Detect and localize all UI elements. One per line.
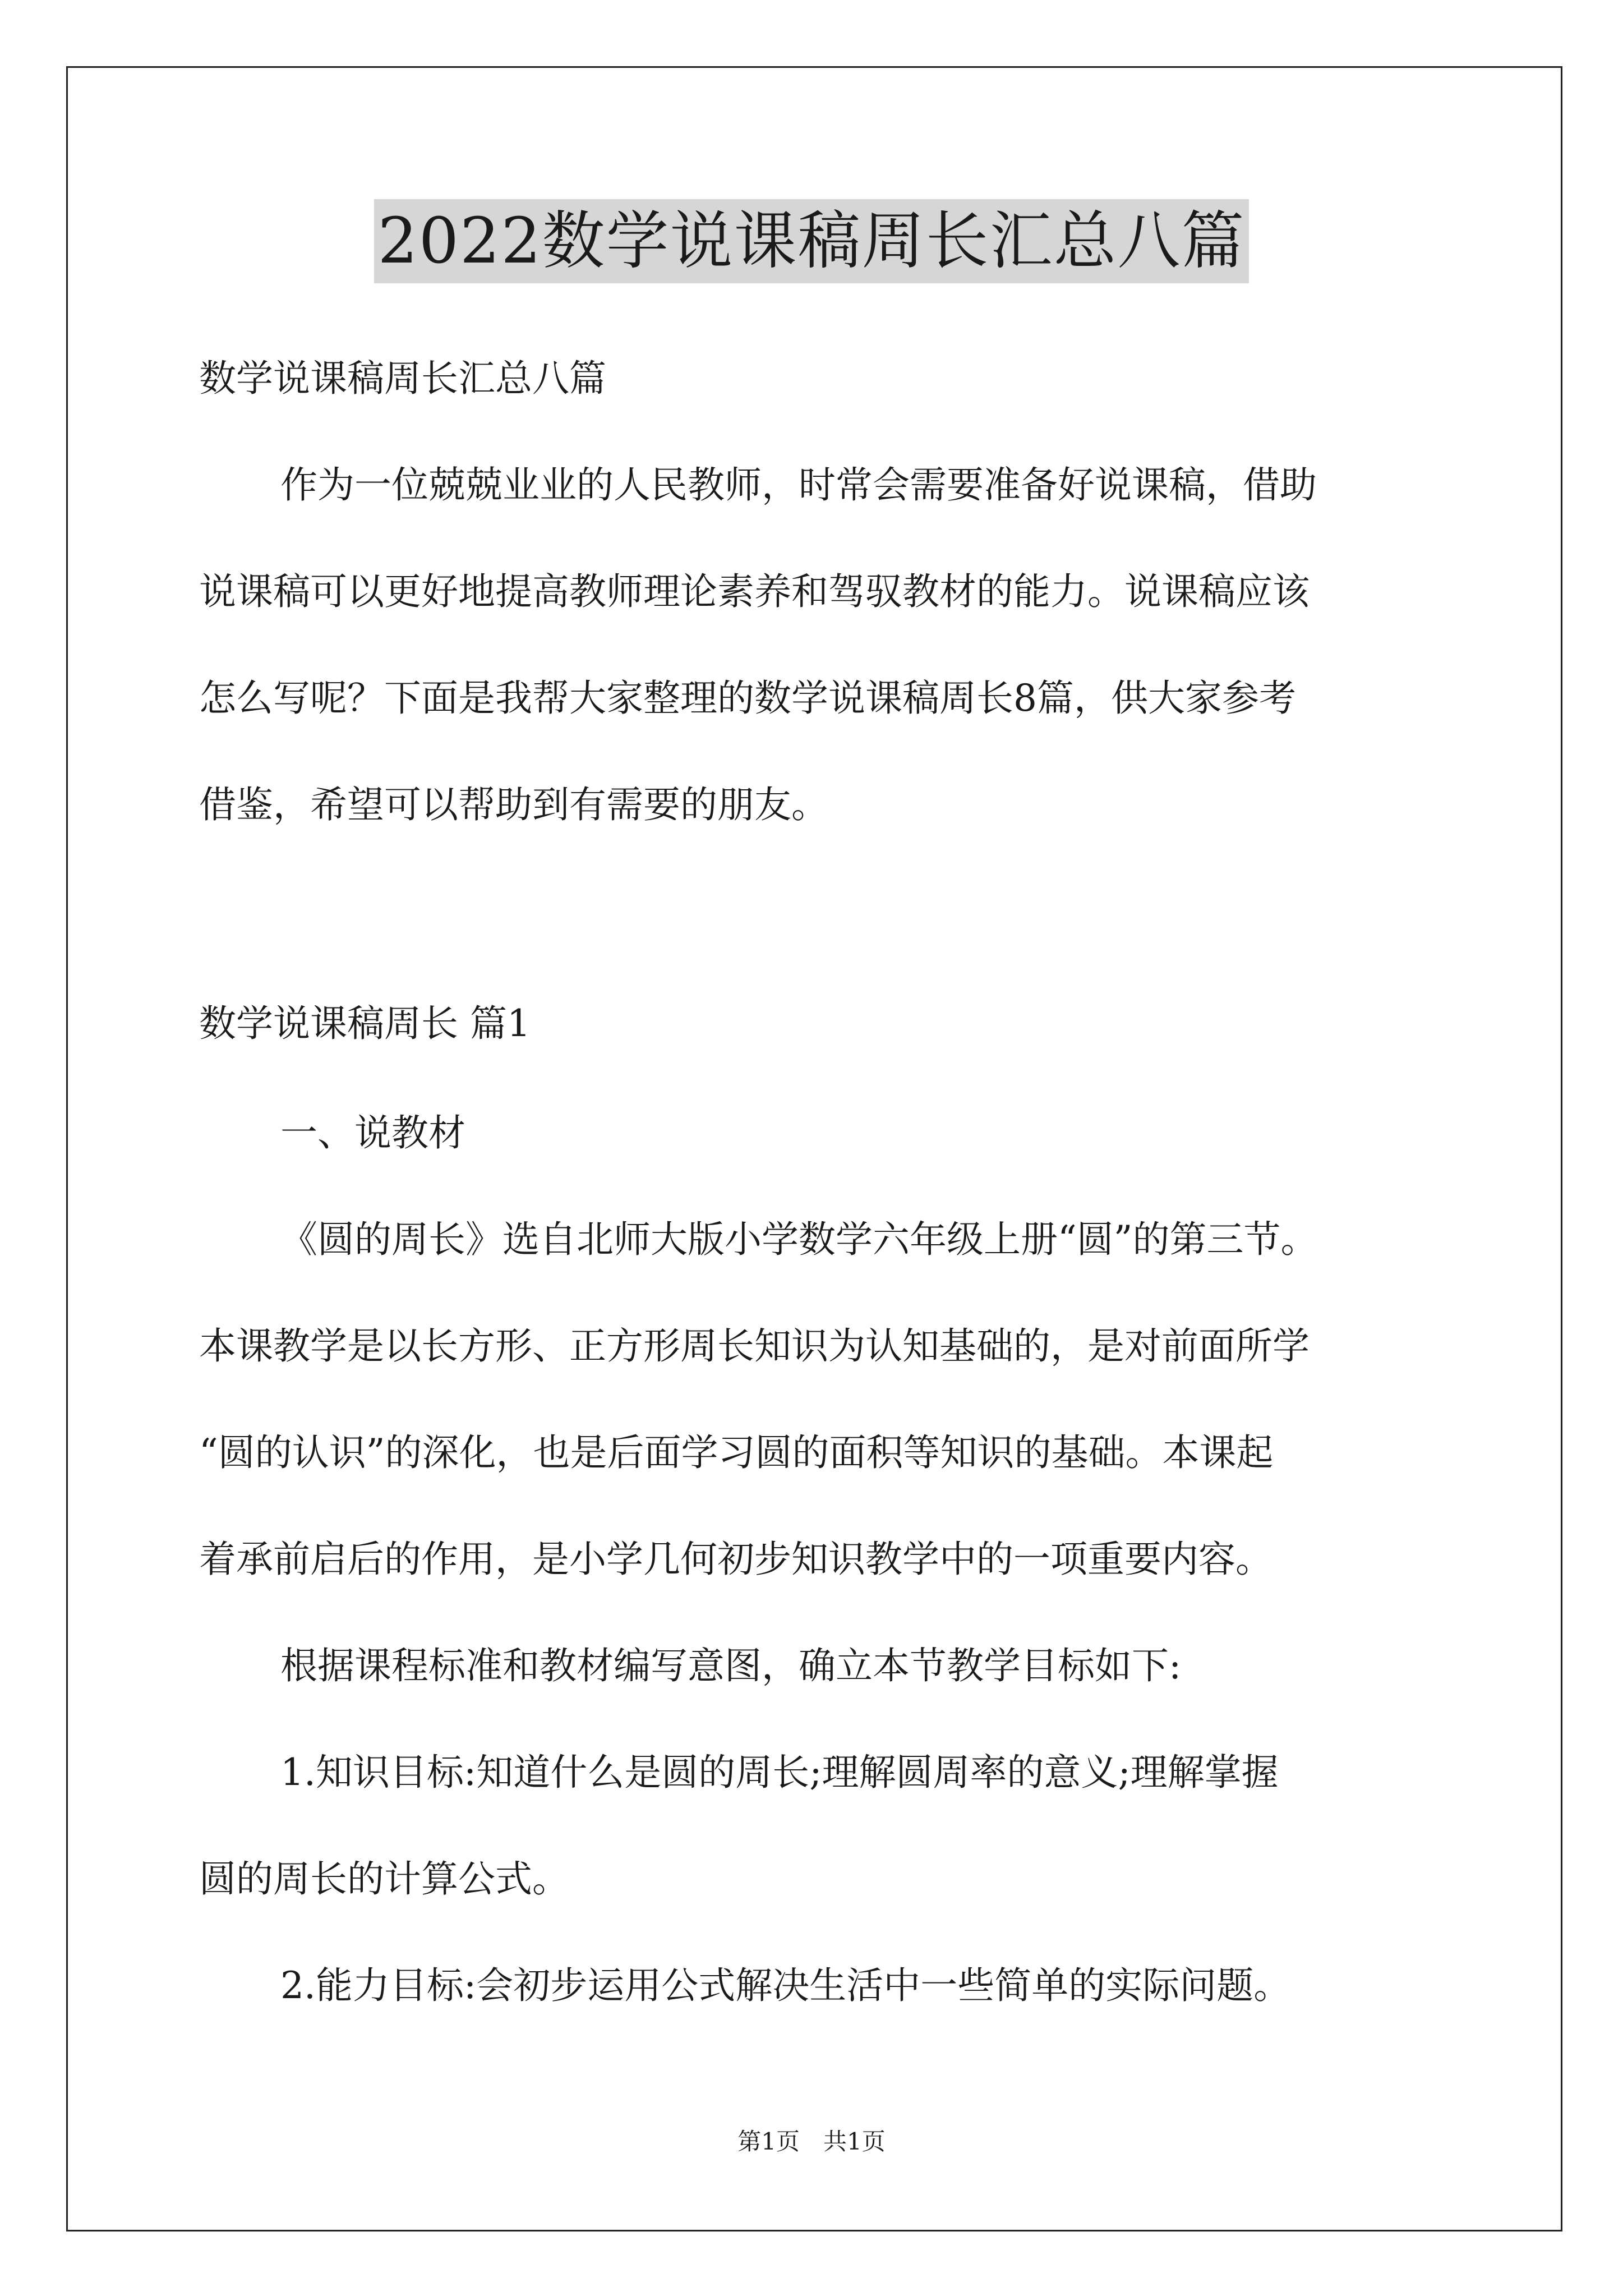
page-footer: 第1页 共1页 xyxy=(737,2128,886,2155)
paragraph-line: 《圆的周长》选自北师大版小学数学六年级上册“圆”的第三节。 xyxy=(280,1218,1318,1261)
paragraph-line: 本课教学是以长方形、正方形周长知识为认知基础的，是对前面所学 xyxy=(199,1324,1310,1368)
paragraph-line: 作为一位兢兢业业的人民教师，时常会需要准备好说课稿，借助 xyxy=(280,463,1317,507)
title-container xyxy=(0,199,1623,283)
paragraph-line: 2.能力目标:会初步运用公式解决生活中一些简单的实际问题。 xyxy=(280,1964,1291,2007)
document-title: 2022数学说课稿周长汇总八篇 xyxy=(374,199,1248,283)
subsection-heading: 一、说教材 xyxy=(280,1111,465,1154)
paragraph-line: 怎么写呢？下面是我帮大家整理的数学说课稿周长8篇，供大家参考 xyxy=(199,677,1296,720)
paragraph-line: 说课稿可以更好地提高教师理论素养和驾驭教材的能力。说课稿应该 xyxy=(199,570,1310,613)
paragraph-line: “圆的认识”的深化，也是后面学习圆的面积等知识的基础。本课起 xyxy=(199,1431,1274,1474)
subtitle-line: 数学说课稿周长汇总八篇 xyxy=(199,357,606,400)
paragraph-line: 着承前启后的作用，是小学几何初步知识教学中的一项重要内容。 xyxy=(199,1538,1272,1581)
paragraph-line: 圆的周长的计算公式。 xyxy=(199,1857,569,1901)
paragraph-line: 1.知识目标:知道什么是圆的周长;理解圆周率的意义;理解掌握 xyxy=(280,1751,1279,1794)
section-heading: 数学说课稿周长 篇1 xyxy=(199,1002,531,1045)
paragraph-line: 根据课程标准和教材编写意图，确立本节教学目标如下: xyxy=(280,1644,1182,1687)
paragraph-line: 借鉴，希望可以帮助到有需要的朋友。 xyxy=(199,783,828,826)
